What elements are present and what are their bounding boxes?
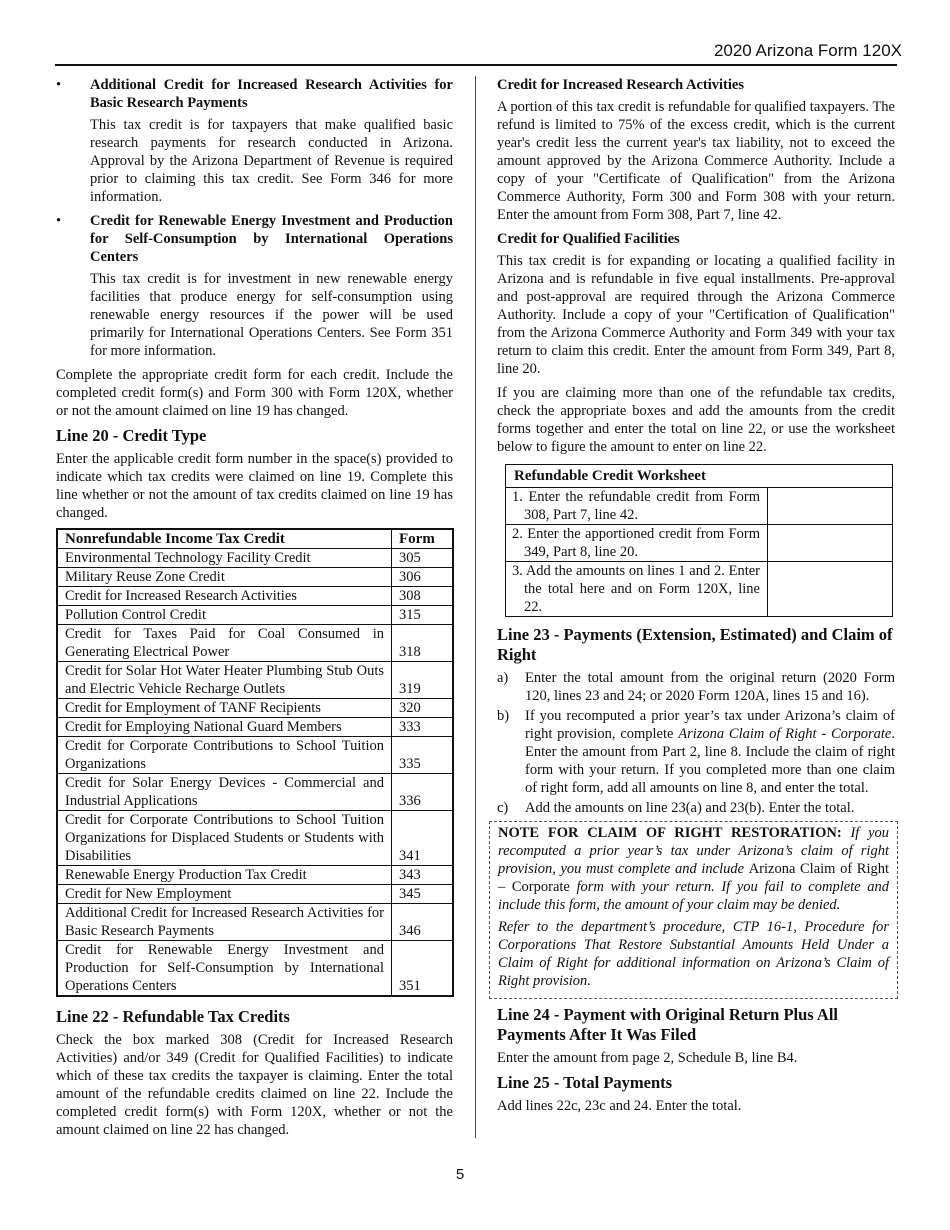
left-column (56, 76, 453, 1145)
table-row (57, 549, 453, 568)
line22-body: Check the box marked 308 (Credit for Increased Research Activities) and/or 349 (Credit for Qualified Facilities) to indicate which of these tax credits the taxpayer is claiming. Enter the total amount of the refundable credits claimed on line 22. Include the completed credit form(s) with Form 120X, whether or not the amount claimed on line 22 has changed. (56, 1032, 453, 1138)
line23-heading: Line 23 - Payments (Extension, Estimated) and Claim of Right (497, 625, 893, 664)
table-row (57, 885, 453, 904)
credit-name: Credit for Employing National Guard Members (57, 718, 392, 737)
form-number: 351 (392, 941, 454, 997)
item-text: . Enter the amount from Part 2, line 8. Include the claim of right form with your return. If you completed more than one claim of right form, add all amounts on line 8, and enter the total. (525, 726, 895, 796)
bullet-body: This tax credit is for taxpayers that make qualified basic research payments for research conducted in Arizona. Approval by the Arizona Department of Revenue is required prior to claiming this tax credit. See Form 346 for more information. (90, 117, 453, 205)
table-row (57, 587, 453, 606)
credit-name: Credit for Solar Hot Water Heater Plumbing Stub Outs and Electric Vehicle Recharge Outlets (57, 662, 392, 699)
form-number: 341 (392, 811, 454, 866)
line23-item-b (497, 707, 895, 797)
item-label: a) (497, 670, 509, 686)
line20-body: Enter the applicable credit form number in the space(s) provided to indicate which tax credits were claimed on line 19. Complete this line whether or not the amount of tax credits claimed on line 19 has changed. (56, 451, 453, 521)
credit-name: Credit for Taxes Paid for Coal Consumed in Generating Electrical Power (57, 625, 392, 662)
credit-name: Credit for Corporate Contributions to School Tuition Organizations (57, 737, 392, 774)
form-number: 319 (392, 662, 454, 699)
worksheet-title: Refundable Credit Worksheet (506, 465, 893, 488)
line23-item-a (497, 669, 895, 705)
table-row (57, 699, 453, 718)
worksheet-amount-cell[interactable] (768, 562, 893, 617)
form-number: 308 (392, 587, 454, 606)
bullet-body: This tax credit is for investment in new renewable energy facilities that produce energy for self-consumption using renewable energy resources if the power will be used primarily for International Operations Centers. See Form 351 for more information. (90, 271, 453, 359)
credit-name: Renewable Energy Production Tax Credit (57, 866, 392, 885)
form-number: 336 (392, 774, 454, 811)
table-row (57, 904, 453, 941)
worksheet-row (506, 562, 893, 617)
form-number: 345 (392, 885, 454, 904)
credit-name: Credit for Increased Research Activities (57, 587, 392, 606)
table-row (57, 625, 453, 662)
worksheet-amount-cell[interactable] (768, 488, 893, 525)
credit-name: Credit for Corporate Contributions to School Tuition Organizations for Displaced Students or Students with Disabilities (57, 811, 392, 866)
table-row (57, 737, 453, 774)
credit-name: Credit for Employment of TANF Recipients (57, 699, 392, 718)
note-text: form with your return. If you fail to complete and include this form, the amount of your claim may be denied. (498, 879, 890, 913)
form-number: 315 (392, 606, 454, 625)
claim-of-right-note (489, 821, 898, 999)
form-number: 306 (392, 568, 454, 587)
table-row (57, 774, 453, 811)
bullet-item (56, 76, 453, 206)
worksheet-amount-cell[interactable] (768, 525, 893, 562)
worksheet-row-text: 2. Enter the apportioned credit from Form 349, Part 8, line 20. (506, 525, 768, 562)
credit-name: Credit for New Employment (57, 885, 392, 904)
item-text: Add the amounts on line 23(a) and 23(b). Enter the total. (525, 800, 855, 816)
complete-paragraph: Complete the appropriate credit form for each credit. Include the completed credit form(s) and Form 300 with Form 120X, whether or not the amount claimed on line 19 has changed. (56, 367, 453, 419)
form-number: 335 (392, 737, 454, 774)
note-title: NOTE FOR CLAIM OF RIGHT RESTORATION: (498, 825, 842, 841)
credit-name: Credit for Solar Energy Devices - Commercial and Industrial Applications (57, 774, 392, 811)
header-rule (55, 64, 897, 66)
note-text-roman: Arizona Claim of Right – Corporate (498, 861, 889, 895)
credit-name: Pollution Control Credit (57, 606, 392, 625)
table-header-form: Form (392, 529, 454, 549)
worksheet-row (506, 525, 893, 562)
table-header-credit: Nonrefundable Income Tax Credit (57, 529, 392, 549)
worksheet-row-text: 3. Add the amounts on lines 1 and 2. Enter the total here and on Form 120X, line 22. (506, 562, 768, 617)
table-row (57, 606, 453, 625)
table-row (57, 811, 453, 866)
line24-heading: Line 24 - Payment with Original Return Plus All Payments After It Was Filed (497, 1005, 839, 1044)
line22-heading: Line 22 - Refundable Tax Credits (56, 1007, 290, 1026)
form-number: 305 (392, 549, 454, 568)
table-row (57, 866, 453, 885)
line23-item-c (497, 799, 895, 817)
multi-credit-paragraph: If you are claiming more than one of the refundable tax credits, check the appropriate boxes and add the amounts from the credit forms together and enter the total on line 22, or use the worksheet below to figure the amount to enter on line 22. (497, 385, 895, 455)
item-label: c) (497, 800, 509, 816)
note-refer-text: Refer to the department’s procedure, CTP 16-1, Procedure for Corporations That Restore Substantial Amounts Held Under a Claim of Right for additional information on Arizona’s Claim of Right provision. (498, 919, 889, 989)
credit-name: Additional Credit for Increased Research Activities for Basic Research Payments (57, 904, 392, 941)
table-row (57, 941, 453, 997)
table-row (57, 718, 453, 737)
item-text: Enter the total amount from the original return (2020 Form 120, lines 23 and 24; or 2020 Form 120A, lines 15 and 16). (525, 670, 895, 704)
cqf-body: This tax credit is for expanding or locating a qualified facility in Arizona and is refundable in five equal installments. Pre-approval and post-approval are required through the Arizona Commerce Authority. Include a copy of your "Certification of Qualification" from the Arizona Commerce Authority and Form 349 with your tax return to claim this credit. Enter the amount from Form 349, Part 8, line 20. (497, 253, 895, 377)
worksheet-row (506, 488, 893, 525)
form-number: 343 (392, 866, 454, 885)
table-row (57, 568, 453, 587)
page-number: 5 (455, 1166, 465, 1183)
cqf-heading: Credit for Qualified Facilities (497, 231, 680, 247)
item-label: b) (497, 708, 510, 724)
worksheet-row-text: 1. Enter the refundable credit from Form 308, Part 7, line 42. (506, 488, 768, 525)
form-number: 320 (392, 699, 454, 718)
line25-heading: Line 25 - Total Payments (497, 1073, 673, 1092)
form-number: 333 (392, 718, 454, 737)
form-number: 318 (392, 625, 454, 662)
line24-body: Enter the amount from page 2, Schedule B, line B4. (497, 1050, 798, 1066)
line20-heading: Line 20 - Credit Type (56, 426, 207, 445)
column-divider (475, 76, 476, 1138)
bullet-title: Credit for Renewable Energy Investment and Production for Self-Consumption by International Operations Centers (90, 213, 453, 265)
nonrefundable-credit-table (56, 528, 454, 997)
credit-name: Military Reuse Zone Credit (57, 568, 392, 587)
bullet-title: Additional Credit for Increased Research Activities for Basic Research Payments (90, 77, 453, 111)
item-text: If you recomputed a prior year’s tax under Arizona’s claim of right provision, complete (525, 708, 895, 742)
note-text: If you recomputed a prior year’s tax under Arizona’s claim of right provision, you must complete and include (498, 825, 890, 877)
credit-name: Credit for Renewable Energy Investment and Production for Self-Consumption by International Operations Centers (57, 941, 392, 997)
item-italic-text: Arizona Claim of Right - Corporate (678, 726, 892, 742)
bullet-dot-icon: • (56, 77, 62, 93)
bullet-dot-icon: • (56, 213, 62, 229)
cira-body: A portion of this tax credit is refundable for qualified taxpayers. The refund is limited to 75% of the excess credit, which is the current year's credit less the current year's tax liability, not to exceed the amount approved by the Arizona Commerce Authority. Include a copy of your "Certificate of Qualification" from the Arizona Commerce Authority, Form 300 and Form 308 with your return. Enter the amount from Form 308, Part 7, line 42. (497, 99, 895, 223)
form-number: 346 (392, 904, 454, 941)
bullet-item (56, 212, 453, 360)
cira-heading: Credit for Increased Research Activities (497, 77, 744, 93)
right-column (497, 76, 895, 1121)
line25-body: Add lines 22c, 23c and 24. Enter the total. (497, 1098, 742, 1114)
form-header-title: 2020 Arizona Form 120X (713, 41, 902, 60)
table-row (57, 662, 453, 699)
credit-name: Environmental Technology Facility Credit (57, 549, 392, 568)
refundable-credit-worksheet (505, 464, 893, 617)
